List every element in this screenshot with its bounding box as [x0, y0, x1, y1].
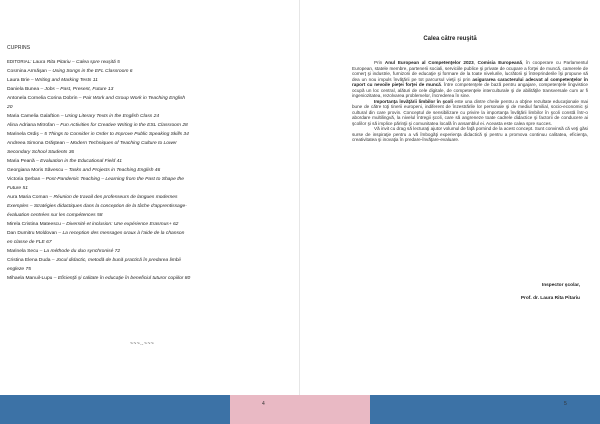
- toc-title: – Writing and Marking Tests 11: [29, 78, 98, 83]
- toc-entry[interactable]: [7, 202, 287, 211]
- toc-entry[interactable]: [7, 229, 287, 238]
- toc-title: – Using Songs in the EFL Classroom 6: [46, 69, 133, 74]
- toc-title: – Jocul didactic, metodă de bună practică în predarea limbii: [50, 258, 181, 263]
- footer-band-left-pink: [230, 395, 300, 424]
- toc-title: – Using Literary Texts in the English Class 24: [59, 114, 160, 119]
- toc-title: – Diversité et inclusion: Une expérience Erasmus+ 62: [60, 222, 179, 227]
- toc-editorial[interactable]: [7, 57, 287, 67]
- toc-entry[interactable]: [7, 184, 287, 193]
- toc-title: Future 51: [7, 186, 28, 191]
- toc-editorial-text: : Laura Rita Pitariu – Calea spre reuşită 5: [30, 60, 120, 65]
- toc-entry[interactable]: [7, 67, 287, 76]
- toc-title: évaluation centrées sur les compétences 58: [7, 213, 103, 218]
- toc-author: Georgiana Moris Săvescu: [7, 168, 64, 173]
- toc-author: Cristina Elena Duda: [7, 258, 51, 263]
- toc-entry[interactable]: [7, 94, 287, 103]
- paragraph-1: Prin Anul European al Competenţelor 2023, Comisia Europeană, în cooperare cu Parlamentul European, statele membre, partenerii sociali, serviciile publice şi private de ocupare a forţei de muncă, camerele de comerţ şi industrie, furnizorii de educaţie şi formare de la toate nivelurile, lucrătorii şi întreprinderile îşi propune să dea un nou impuls învăţării pe tot parcursul vieţii şi prin asigurarea caracterului adecvat al competenţelor în raport cu nevoile pieţei forţei de muncă. Între competenţele de bază pentru angajare, competenţele lingvistice ocupă un loc central, alături de cele digitale, de competenţele interculturale şi de abilităţile transversale cum ar fi ingeniozitatea, rezolvarea problemelor, încrederea în sine.: [352, 60, 588, 98]
- footer-band-right-blue: [370, 395, 600, 424]
- footer-band-right-pink: [300, 395, 370, 424]
- right-page: [300, 0, 600, 424]
- toc-title: – Eficienţă şi calitate în educaţie în beneficiul tuturor copiilor 80: [52, 276, 191, 281]
- toc-entry[interactable]: [7, 220, 287, 229]
- toc-title: – Post-Pandemic Teaching – Learning from the Past to Shape the: [40, 177, 184, 182]
- toc-title: – Evaluation in the Educational Field 41: [34, 159, 123, 164]
- toc-entry[interactable]: [7, 76, 287, 85]
- toc-entry[interactable]: [7, 121, 287, 130]
- toc-title: Secondary School Students 36: [7, 150, 75, 155]
- toc-entry[interactable]: [7, 112, 287, 121]
- toc-entry[interactable]: [7, 247, 287, 256]
- toc-entry[interactable]: [7, 85, 287, 94]
- toc-author: Mihaela Manuil-Lupu: [7, 276, 53, 281]
- toc-title: Exemples – Stratégies didactiques dans la conception de la tâche d'apprentissage-: [7, 204, 187, 209]
- footer-band-left-blue: [0, 395, 230, 424]
- toc-entry[interactable]: [7, 238, 287, 247]
- table-of-contents: [7, 57, 287, 283]
- toc-author: Alina Adriana Mitrofan: [7, 123, 55, 128]
- toc-author: Daniela Bunea: [7, 87, 40, 92]
- toc-entry[interactable]: [7, 139, 287, 148]
- toc-author: Dan Dumitru Moldovan: [7, 231, 58, 236]
- article-title: Calea către reuşită: [423, 36, 477, 42]
- toc-title: 20: [7, 105, 13, 110]
- toc-author: Antonela Cornelia Corina Dobrin: [7, 96, 78, 101]
- toc-author: Maria Peană: [7, 159, 35, 164]
- toc-title: engleze 75: [7, 267, 31, 272]
- toc-title: – Fun Activities for Creative Writing in the ESL Classroom 28: [54, 123, 188, 128]
- toc-title: – Pair Work and Group Work in Teaching English: [77, 96, 186, 101]
- toc-title: – La méthode du duo synchronisé 72: [38, 249, 121, 254]
- paragraph-2: Importanţa învăţării limbilor în şcoli este una dintre cheile pentru a obţine rezultate educaţionale mai bune de către toţi tinerii europeni, indiferent de înzestrările lor personale şi de mediul familial, socio-economic şi cultural din care provin. Conceptul de sensibilizare cu privire la importanţa învăţării limbilor în şcoli constă într-o abordare multilingvă, la nivelul întregii şcoli, care să angreneze toate cadrele didactice şi factorii de conducere ai şcolilor şi să implice părinţii şi comunitatea locală în ansamblul ei. Aceasta este calea spre succes.: [352, 98, 588, 126]
- toc-entry[interactable]: [7, 211, 287, 220]
- page-number-left: 4: [262, 401, 265, 407]
- toc-entry[interactable]: [7, 274, 287, 283]
- toc-title: – Modern Techniques of Teaching Culture to Lower: [64, 141, 177, 146]
- toc-entry[interactable]: [7, 175, 287, 184]
- toc-entry[interactable]: [7, 166, 287, 175]
- toc-heading: CUPRINS: [7, 45, 31, 51]
- toc-author: Cosmina Armăşan: [7, 69, 47, 74]
- signature-role: Inspector şcolar,: [541, 283, 580, 288]
- signature-name: Prof. dr. Laura Rita Pitariu: [520, 296, 580, 301]
- toc-entry[interactable]: [7, 103, 287, 112]
- toc-author: Marinela Ordiş: [7, 132, 39, 137]
- toc-editorial-label: EDITORIAL: [7, 59, 31, 64]
- toc-author: Laura Brie: [7, 78, 30, 83]
- toc-entry[interactable]: [7, 256, 287, 265]
- toc-title: – 5 Things to Consider in Order to Improve Public Speaking Skills 34: [38, 132, 189, 137]
- toc-author: Maria Camelia Galaftion: [7, 114, 60, 119]
- toc-list: [7, 67, 287, 283]
- toc-entry[interactable]: [7, 148, 287, 157]
- toc-title: – Réunion de travail des professeurs de langues modernes: [48, 195, 178, 200]
- toc-title: – La reception des messages oraux à l'aide de la chanson: [57, 231, 185, 236]
- toc-entry[interactable]: [7, 130, 287, 139]
- paragraph-3: Vă invit cu drag să lecturaţi ajutor volumul de faţă pornind de la acest concept. Sunt convinsă că veţi găsi surse de inspiraţie pentru a vă îmbogăţi experienţa didactică şi pentru a promova continuu calitatea, eficienţa, creativitatea şi inovaţia în predare-învăţare-evaluare.: [352, 126, 588, 142]
- toc-author: Victoria Şerban: [7, 177, 41, 182]
- toc-entry[interactable]: [7, 265, 287, 274]
- toc-author: Mirela Cristina Mateescu: [7, 222, 61, 227]
- toc-entry[interactable]: [7, 157, 287, 166]
- end-ornament: ~~~..~~~: [130, 341, 155, 347]
- toc-title: en classe de FLE 67: [7, 240, 52, 245]
- toc-entry[interactable]: [7, 193, 287, 202]
- toc-title: – Tasks and Projects in Teaching English 46: [63, 168, 161, 173]
- article-body: [352, 60, 588, 143]
- page-number-right: 5: [564, 401, 567, 407]
- toc-author: Aura Maria Coman: [7, 195, 49, 200]
- toc-author: Marinela Secu: [7, 249, 39, 254]
- toc-author: Andreea Simona Orăştean: [7, 141, 65, 146]
- toc-title: – Jobs – Past, Present, Future 13: [39, 87, 114, 92]
